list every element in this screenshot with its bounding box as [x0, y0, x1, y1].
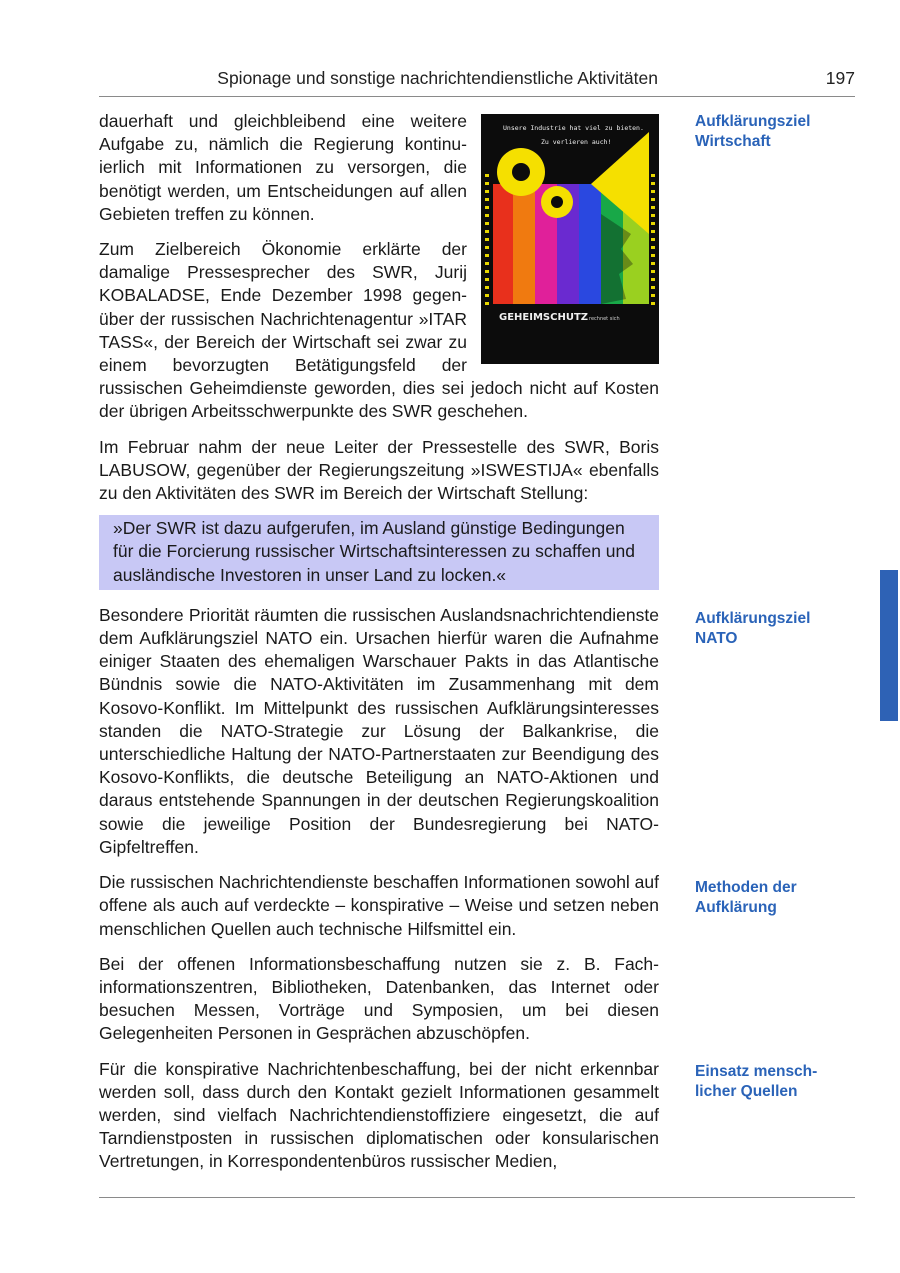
paragraph-2: Zum Zielbereich Ökonomie erklärte der damalige Pressesprecher des SWR, Jurij KOBALADSE, Ende Dezember 1998 gegenüber der russischen Nachrichtenagentur »ITAR TASS«, der Bereich der Wirtschaft sei zwar zu einem bevorzugten Betätigungsfeld der russischen Geheimdienste geworden, dies sei jedoch nicht auf Kosten der übrigen Arbeitsschwerpunkte des SWR geschehen. [99, 239, 659, 422]
sidenote-methoden-line2: Aufklärung [695, 899, 777, 916]
running-header-title: Spionage und sonstige nachrichtendienstliche Aktivitäten [217, 68, 658, 88]
sidenote-wirtschaft-line1: Aufklärungsziel [695, 113, 811, 130]
sidenote-nato [695, 609, 845, 649]
sidenote-methoden-line1: Methoden der [695, 879, 797, 896]
footer-rule [99, 1197, 855, 1198]
running-header [99, 62, 855, 97]
poster-bottom-text-small: rechnet sich [589, 316, 620, 322]
sidenote-wirtschaft-line2: Wirtschaft [695, 133, 771, 150]
poster-top-text-2: Zu verlieren auch! [541, 138, 612, 146]
paragraph-5: Die russischen Nachrichtendienste beschaffen Informationen sowohl auf offene als auch auf verdeckte – konspirative – Weise und setzen neben menschlichen Quellen auch technische Hilfsmittel ein. [99, 872, 659, 939]
poster-bottom-text-big: GEHEIMSCHUTZ [499, 312, 589, 323]
quote-box: »Der SWR ist dazu aufgerufen, im Ausland günstige Bedingungen für die Forcierung russischer Wirtschaftsinteressen zu schaffen und ausländische Investoren in unser Land zu locken.« [99, 515, 659, 590]
main-text-column [99, 110, 659, 1186]
chapter-tab-marker [880, 570, 898, 721]
sidenote-einsatz-line2: licher Quellen [695, 1083, 798, 1100]
sidenote-nato-line2: NATO [695, 630, 738, 647]
poster-top-text-1: Unsere Industrie hat viel zu bieten. [503, 124, 644, 132]
paragraph-4: Besondere Priorität räumten die russischen Auslandsnachrichtendienste dem Aufklärungsziel NATO ein. Ursachen hierfür waren die Aufnahme einiger Staaten des ehemaligen Warschauer Pakts in das Atlantische Bündnis sowie die NATO-Aktivitäten im Zusammenhang mit dem Kosovo-Konflikt. Im Mittelpunkt des russischen Aufklärungsinteresses standen die NATO-Strategie zur Lösung der Balkankrise, die unterschiedliche Haltung der NATO-Partnerstaaten zur Beendigung des Kosovo-Konflikts, die deutsche Beteiligung an NATO-Aktionen und daraus entstehende Spannungen in der deutschen Regierungskoalition sowie die jeweilige Position der Bundesregierung bei NATO-Gipfeltreffen. [99, 604, 659, 857]
sidenote-wirtschaft [695, 112, 845, 152]
sidenote-nato-line1: Aufklärungsziel [695, 610, 811, 627]
geheimschutz-poster [481, 114, 659, 364]
paragraph-1: dauerhaft und gleichbleibend eine weitere Aufgabe zu, nämlich die Regierung kontinuierlich mit Informationen zu versorgen, die benötigt werden, um Entscheidungen auf allen Gebieten treffen zu können. [99, 111, 467, 224]
page-number: 197 [825, 68, 855, 88]
paragraph-7: Für die konspirative Nachrichtenbeschaffung, bei der nicht erkennbar werden soll, dass durch den Kontakt gezielt Informationen gesammelt werden, sind vielfach Nachrichtendienstoffiziere eingesetzt, die auf Tarndienstposten in russischen diplomatischen oder konsularischen Vertretungen, in Korrespondentenbüros russischer Medien, [99, 1058, 659, 1172]
paragraph-6: Bei der offenen Informationsbeschaffung nutzen sie z. B. Fachinformationszentren, Bibliotheken, Datenbanken, das Internet oder besuchen Messen, Vorträge und Symposien, um bei diesen Gelegenheiten Personen in Gesprächen abzuschöpfen. [99, 953, 659, 1044]
sidenote-einsatz [695, 1062, 845, 1102]
sidenote-methoden [695, 878, 845, 918]
paragraph-3: Im Februar nahm der neue Leiter der Pressestelle des SWR, Boris LABUSOW, gegenüber der Regierungszeitung »ISWESTIJA« ebenfalls zu den Aktivitäten des SWR im Bereich der Wirtschaft Stellung: [99, 436, 659, 504]
sidenote-einsatz-line1: Einsatz mensch- [695, 1063, 818, 1080]
